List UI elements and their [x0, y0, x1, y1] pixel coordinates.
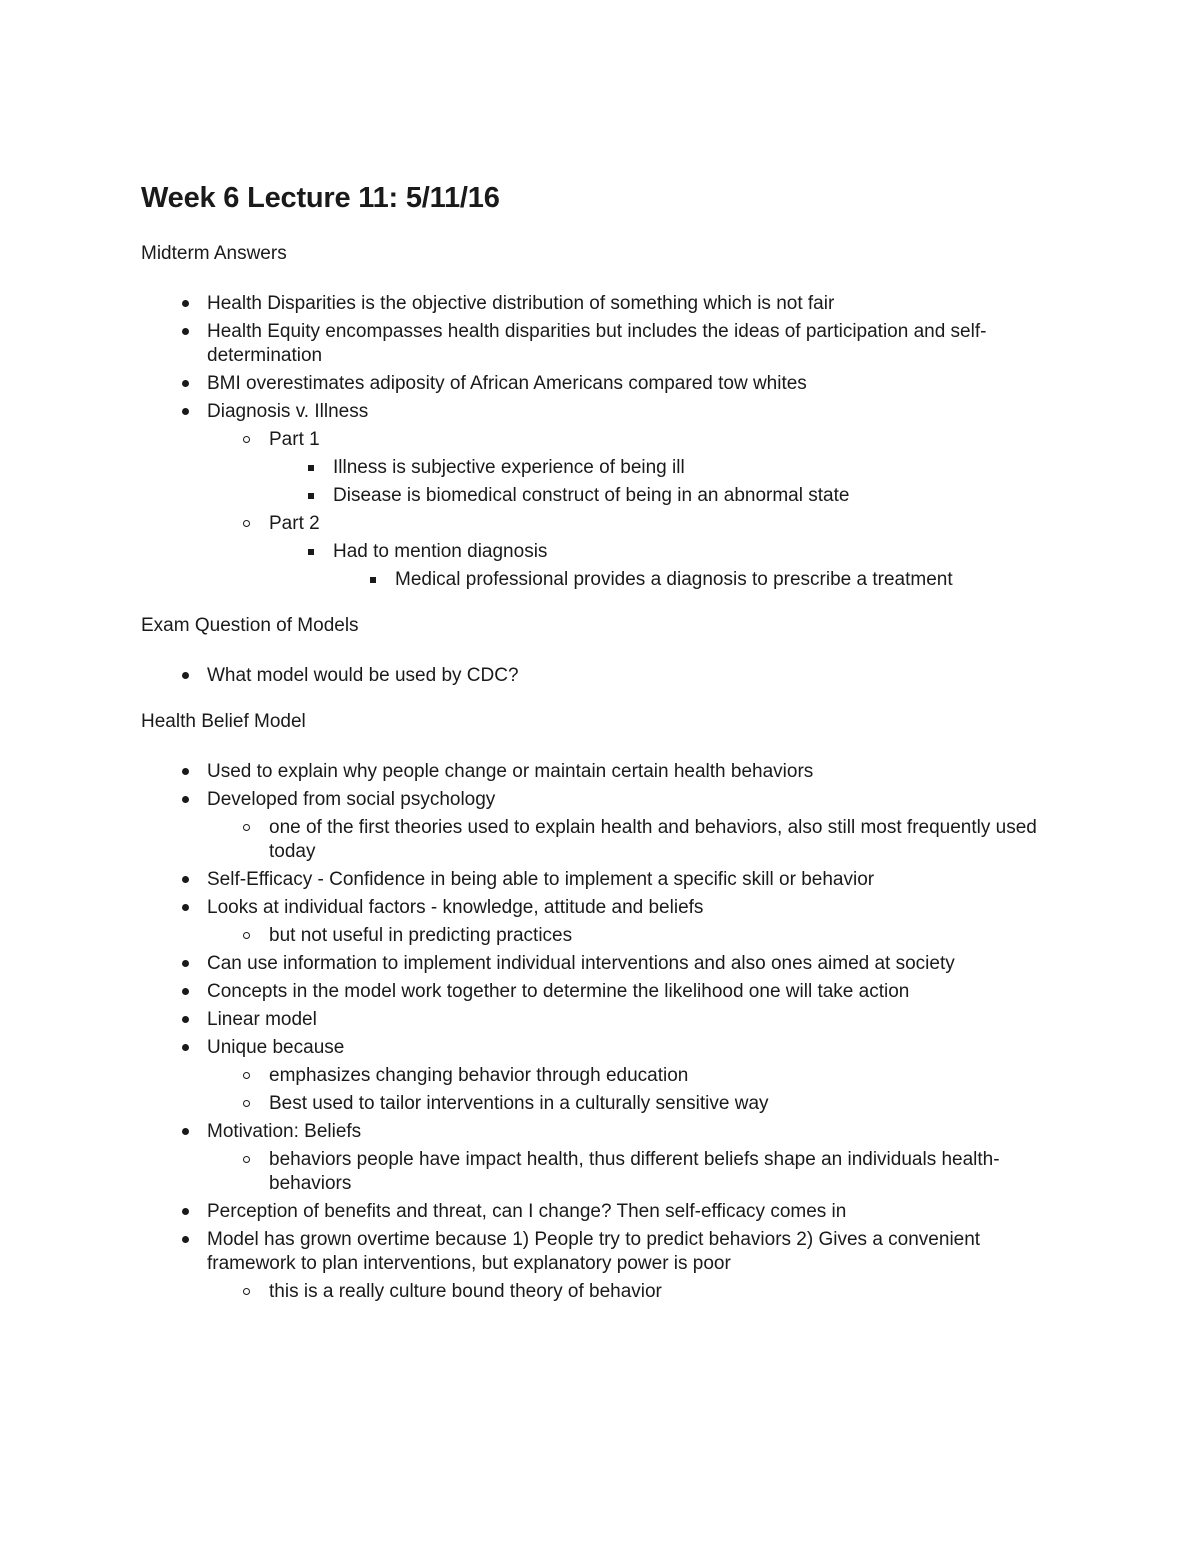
list-item-text: Had to mention diagnosis: [333, 541, 548, 562]
section-heading: Midterm Answers: [141, 243, 287, 264]
list-item: [141, 428, 1061, 452]
bullet-icon: [308, 465, 314, 471]
list-item: [141, 1120, 1061, 1144]
list-item-text: Health Equity encompasses health disparities but includes the ideas of participation and self-determination: [207, 321, 987, 366]
list-item-text: emphasizes changing behavior through education: [269, 1065, 689, 1086]
bullet-icon: [243, 824, 250, 831]
list-item-text: Self-Efficacy - Confidence in being able to implement a specific skill or behavior: [207, 869, 875, 890]
bullet-icon: [182, 904, 189, 911]
bullet-list: [141, 292, 1061, 592]
list-item-text: Disease is biomedical construct of being in an abnormal state: [333, 485, 850, 506]
list-item-text: Looks at individual factors - knowledge, attitude and beliefs: [207, 897, 704, 918]
bullet-icon: [182, 1208, 189, 1215]
list-item-text: Model has grown overtime because 1) People try to predict behaviors 2) Gives a convenient framework to plan interventions, but explanatory power is poor: [207, 1229, 981, 1274]
document-page: [141, 178, 1061, 1308]
section-heading: Exam Question of Models: [141, 615, 359, 636]
bullet-icon: [182, 768, 189, 775]
bullet-icon: [182, 1016, 189, 1023]
list-item-text: Developed from social psychology: [207, 789, 496, 810]
list-item: [141, 1200, 1061, 1224]
list-item-text: BMI overestimates adiposity of African Americans compared tow whites: [207, 373, 807, 394]
page-title: Week 6 Lecture 11: 5/11/16: [141, 182, 500, 214]
list-item: [141, 1148, 1061, 1196]
list-item-text: Best used to tailor interventions in a culturally sensitive way: [269, 1093, 769, 1114]
bullet-icon: [182, 408, 189, 415]
list-item: [141, 456, 1061, 480]
bullet-icon: [243, 1288, 250, 1295]
list-item: [141, 816, 1061, 864]
list-item-text: Motivation: Beliefs: [207, 1121, 362, 1142]
list-item: [141, 1228, 1061, 1276]
bullet-icon: [243, 932, 250, 939]
list-item: [141, 1036, 1061, 1060]
list-item: [141, 512, 1061, 536]
bullet-icon: [182, 380, 189, 387]
list-item-text: one of the first theories used to explain health and behaviors, also still most frequently used today: [269, 817, 1037, 862]
list-item-text: Linear model: [207, 1009, 317, 1030]
bullet-icon: [182, 988, 189, 995]
list-item: [141, 788, 1061, 812]
list-item: [141, 952, 1061, 976]
list-item-text: Unique because: [207, 1037, 345, 1058]
bullet-icon: [182, 1236, 189, 1243]
bullet-icon: [182, 796, 189, 803]
bullet-icon: [243, 1100, 250, 1107]
bullet-icon: [182, 300, 189, 307]
list-item: [141, 896, 1061, 920]
list-item: [141, 1280, 1061, 1304]
list-item: [141, 1064, 1061, 1088]
list-item-text: Used to explain why people change or maintain certain health behaviors: [207, 761, 814, 782]
bullet-icon: [243, 1156, 250, 1163]
list-item-text: Perception of benefits and threat, can I change? Then self-efficacy comes in: [207, 1201, 847, 1222]
list-item-text: this is a really culture bound theory of behavior: [269, 1281, 662, 1302]
bullet-icon: [243, 436, 250, 443]
bullet-icon: [243, 1072, 250, 1079]
list-item: [141, 1092, 1061, 1116]
bullet-icon: [182, 328, 189, 335]
list-item: [141, 924, 1061, 948]
bullet-list: [141, 664, 1061, 688]
list-item: [141, 372, 1061, 396]
bullet-list: [141, 760, 1061, 1304]
list-item-text: Part 2: [269, 513, 320, 534]
list-item: [141, 664, 1061, 688]
list-item-text: but not useful in predicting practices: [269, 925, 573, 946]
list-item-text: Medical professional provides a diagnosis to prescribe a treatment: [395, 569, 953, 590]
list-item-text: Illness is subjective experience of being ill: [333, 457, 685, 478]
list-item: [141, 760, 1061, 784]
bullet-icon: [182, 1128, 189, 1135]
list-item: [141, 292, 1061, 316]
bullet-icon: [182, 876, 189, 883]
list-item: [141, 320, 1061, 368]
bullet-icon: [308, 493, 314, 499]
list-item-text: behaviors people have impact health, thus different beliefs shape an individuals health-behaviors: [269, 1149, 1000, 1194]
list-item: [141, 980, 1061, 1004]
list-item-text: Concepts in the model work together to determine the likelihood one will take action: [207, 981, 910, 1002]
list-item-text: Health Disparities is the objective distribution of something which is not fair: [207, 293, 835, 314]
bullet-icon: [182, 960, 189, 967]
bullet-icon: [182, 1044, 189, 1051]
list-item-text: Can use information to implement individual interventions and also ones aimed at society: [207, 953, 955, 974]
list-item: [141, 1008, 1061, 1032]
list-item: [141, 400, 1061, 424]
document-body: [141, 242, 1061, 1304]
list-item: [141, 540, 1061, 564]
list-item-text: Part 1: [269, 429, 320, 450]
bullet-icon: [182, 672, 189, 679]
list-item: [141, 568, 1061, 592]
list-item-text: What model would be used by CDC?: [207, 665, 519, 686]
list-item: [141, 868, 1061, 892]
bullet-icon: [308, 549, 314, 555]
bullet-icon: [370, 577, 376, 583]
bullet-icon: [243, 520, 250, 527]
list-item: [141, 484, 1061, 508]
list-item-text: Diagnosis v. Illness: [207, 401, 369, 422]
section-heading: Health Belief Model: [141, 711, 306, 732]
